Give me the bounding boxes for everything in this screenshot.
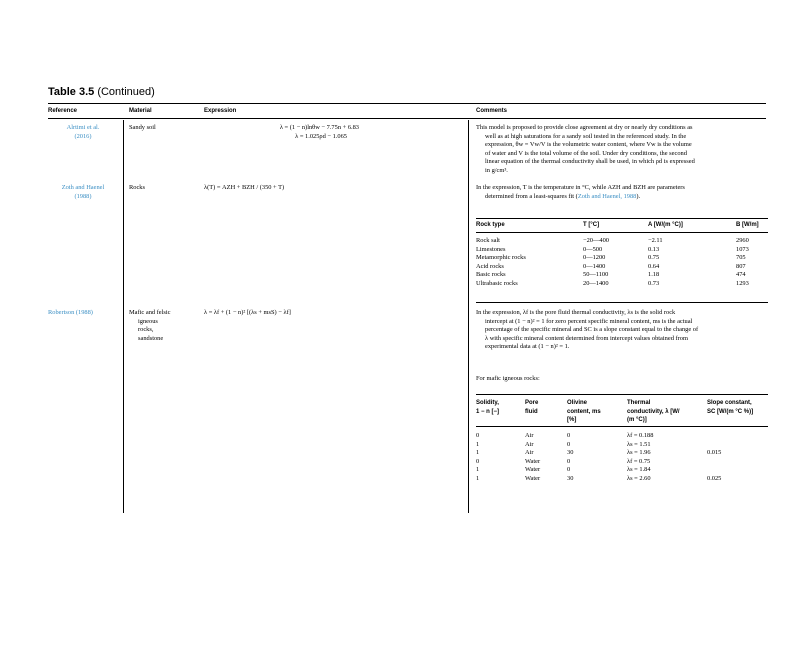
header-comments: Comments <box>476 108 508 114</box>
mafic-header-line: fluid <box>525 408 538 415</box>
rock-header-type: Rock type <box>476 222 505 228</box>
expression-robertson: λ = λf + (1 − n)² [(λs + msS) − λf] <box>204 309 291 316</box>
comments-robertson <box>476 309 768 352</box>
rock-type: Metamorphic rocks <box>476 254 526 262</box>
rock-temp: 0—1400 <box>583 262 606 270</box>
material-mafic-felsic <box>129 309 171 343</box>
table-continued: (Continued) <box>97 86 155 98</box>
mafic-olivine: 0 <box>567 432 571 439</box>
mafic-olivine: 0 <box>567 440 571 448</box>
mafic-olivine: 0 <box>567 457 571 465</box>
rock-subtable-header-rule <box>476 232 768 233</box>
citation-zoth-link[interactable]: Zoth and Haenel, 1988 <box>577 192 637 200</box>
mafic-fluid: Air <box>525 440 534 448</box>
comment-line: λ with specific mineral content determined from intercept values obtained from <box>485 334 688 342</box>
expression-alrtimi-line1: λ = (1 − n)lnθw − 7.75n + 6.83 <box>279 124 359 131</box>
rock-a: −2.11 <box>648 237 663 244</box>
mafic-solidity: 1 <box>476 474 480 482</box>
mafic-header-line: conductivity, λ [W/ <box>627 408 680 415</box>
mafic-fluid: Water <box>525 457 541 465</box>
mafic-header-fluid <box>525 399 538 416</box>
comment-line: intercept at (1 − n)² = 1 for zero percent specific mineral content, ms is the actual <box>485 317 693 325</box>
mafic-header-conductivity <box>627 399 680 425</box>
reference-alrtimi-link[interactable]: Alrtimi et al. <box>66 124 100 131</box>
comments-alrtimi <box>476 124 768 176</box>
reference-zoth[interactable] <box>44 184 122 201</box>
rock-header-temp: T [°C] <box>583 222 600 228</box>
reference-alrtimi-year[interactable]: (2016) <box>74 132 92 140</box>
mafic-conductivity: λs = 1.96 <box>627 449 651 457</box>
comment-line: This model is proposed to provide close agreement at dry or nearly dry conditions as <box>476 124 693 131</box>
comment-line: experimental data at (1 − n)² = 1. <box>485 343 570 351</box>
comment-line: expression, θw = Vw/V is the volumetric water content, where Vw is the volume <box>485 141 692 149</box>
mafic-slope: 0.015 <box>707 449 722 457</box>
rock-header-a: A [W/(m °C)] <box>648 222 683 228</box>
mafic-header-line: content, ms <box>567 408 601 415</box>
comments-zoth <box>476 184 768 201</box>
comment-line: linear equation of the thermal conductivity shall be used, in which ρd is expressed <box>485 158 695 166</box>
comment-line: in g/cm³. <box>485 166 508 174</box>
mafic-olivine-column <box>567 432 573 484</box>
mafic-header-line: (m °C)] <box>627 417 647 424</box>
column-divider-comments <box>468 120 469 513</box>
rock-temp: 0—1200 <box>583 254 606 262</box>
mafic-slope <box>707 441 721 450</box>
header-rule <box>48 118 766 119</box>
rock-a-column <box>648 237 663 289</box>
rock-a: 1.18 <box>648 271 660 279</box>
comment-line: of water and V is the total volume of the soil. Under dry conditions, the second <box>485 149 687 157</box>
rock-temp: 0—500 <box>583 245 603 253</box>
material-line: rocks, <box>138 326 154 334</box>
mafic-conductivity: λs = 1.84 <box>627 466 651 474</box>
mafic-header-line: Solidity, <box>476 400 499 406</box>
mafic-fluid-column <box>525 432 540 484</box>
reference-zoth-year[interactable]: (1988) <box>74 192 92 200</box>
mafic-header-line: Pore <box>525 400 539 406</box>
mafic-conductivity: λf = 0.188 <box>627 432 654 439</box>
rock-a: 0.13 <box>648 245 660 253</box>
material-line: igneous <box>138 317 158 325</box>
comment-line: well as at high saturations for a sandy soil tested in the referenced study. In the <box>485 132 687 140</box>
comment-line <box>476 193 768 202</box>
rock-b: 2960 <box>736 237 749 244</box>
mafic-solidity: 1 <box>476 440 480 448</box>
mafic-slope <box>707 466 721 475</box>
mafic-solidity: 0 <box>476 432 480 439</box>
rock-subtable-top-rule <box>476 218 768 219</box>
material-sandy-soil: Sandy soil <box>129 124 156 131</box>
mafic-solidity: 1 <box>476 466 480 474</box>
comment-line: In the expression, λf is the pore fluid thermal conductivity, λs is the solid rock <box>476 309 676 316</box>
mafic-header-olivine <box>567 399 601 425</box>
rock-a: 0.73 <box>648 279 660 287</box>
mafic-slope: 0.025 <box>707 474 722 482</box>
rock-subtable-bottom-rule <box>476 302 768 303</box>
material-line: sandstone <box>138 334 164 342</box>
rock-type-column <box>476 237 526 289</box>
mafic-label: For mafic igneous rocks: <box>476 375 540 382</box>
comment-line: In the expression, T is the temperature in °C, while AZH and BZH are parameters <box>476 184 685 191</box>
mafic-slope <box>707 458 721 467</box>
mafic-header-line: 1 − n [−] <box>476 408 500 415</box>
mafic-olivine: 30 <box>567 474 574 482</box>
comment-text: determined from a least-squares fit ( <box>485 192 578 200</box>
rock-header-b: B [W/m] <box>736 222 759 228</box>
mafic-conductivity: λs = 1.51 <box>627 440 651 448</box>
expression-zoth: λ(T) = AZH + BZH / (350 + T) <box>204 184 285 191</box>
mafic-header-line: Thermal <box>627 400 651 406</box>
comment-text: ). <box>636 192 641 200</box>
header-reference: Reference <box>48 108 78 114</box>
rock-type: Ultrabasic rocks <box>476 279 518 287</box>
mafic-solidity-column <box>476 432 479 484</box>
mafic-fluid: Water <box>525 466 541 474</box>
mafic-header-line: Olivine <box>567 400 588 406</box>
rock-b: 474 <box>736 271 746 279</box>
rock-b: 1073 <box>736 245 749 253</box>
mafic-olivine: 30 <box>567 449 574 457</box>
rock-b: 1293 <box>736 279 749 287</box>
table-title <box>48 86 155 98</box>
header-material: Material <box>129 108 152 114</box>
mafic-conductivity: λs = 2.60 <box>627 474 651 482</box>
rock-b: 705 <box>736 254 746 262</box>
comment-line: percentage of the specific mineral and SC is a slope constant equal to the change of <box>485 326 699 334</box>
table-number: Table 3.5 <box>48 86 95 98</box>
rock-type: Acid rocks <box>476 262 504 270</box>
mafic-header-line: Slope constant, <box>707 400 752 406</box>
column-divider-material <box>123 120 124 513</box>
mafic-fluid: Water <box>525 474 541 482</box>
mafic-fluid: Air <box>525 432 534 439</box>
rock-temp: 50—1100 <box>583 271 609 279</box>
rock-temp: 20—1400 <box>583 279 609 287</box>
mafic-header-line: [%] <box>567 417 577 424</box>
rock-a: 0.64 <box>648 262 660 270</box>
rock-a: 0.75 <box>648 254 660 262</box>
top-rule <box>48 103 766 104</box>
rock-temp-column <box>583 237 609 289</box>
rock-b-column <box>736 237 749 289</box>
rock-temp: −20—400 <box>583 237 609 244</box>
mafic-header-slope <box>707 399 753 416</box>
mafic-solidity: 0 <box>476 457 480 465</box>
mafic-slope <box>707 432 721 441</box>
expression-alrtimi <box>204 124 359 141</box>
expression-alrtimi-line2: λ = 1.025ρd − 1.065 <box>295 132 347 140</box>
rock-b: 807 <box>736 262 746 270</box>
material-line: Mafic and felsic <box>129 309 171 316</box>
mafic-slope-column <box>707 432 721 484</box>
mafic-fluid: Air <box>525 449 534 457</box>
mafic-olivine: 0 <box>567 466 571 474</box>
mafic-solidity: 1 <box>476 449 480 457</box>
material-rocks: Rocks <box>129 184 145 191</box>
reference-robertson-link[interactable]: Robertson (1988) <box>48 309 93 316</box>
mafic-header-solidity <box>476 399 499 416</box>
mafic-subtable-top-rule <box>476 394 768 395</box>
mafic-conductivity-column <box>627 432 653 484</box>
mafic-conductivity: λf = 0.75 <box>627 457 651 465</box>
rock-type: Limestones <box>476 245 506 253</box>
rock-type: Basic rocks <box>476 271 506 279</box>
header-expression: Expression <box>204 108 237 114</box>
reference-zoth-link[interactable]: Zoth and Haenel <box>61 184 105 191</box>
mafic-subtable-header-rule <box>476 426 768 427</box>
rock-type: Rock salt <box>476 237 500 244</box>
reference-alrtimi[interactable] <box>48 124 118 141</box>
mafic-header-line: SC [W/(m °C %)] <box>707 408 754 415</box>
